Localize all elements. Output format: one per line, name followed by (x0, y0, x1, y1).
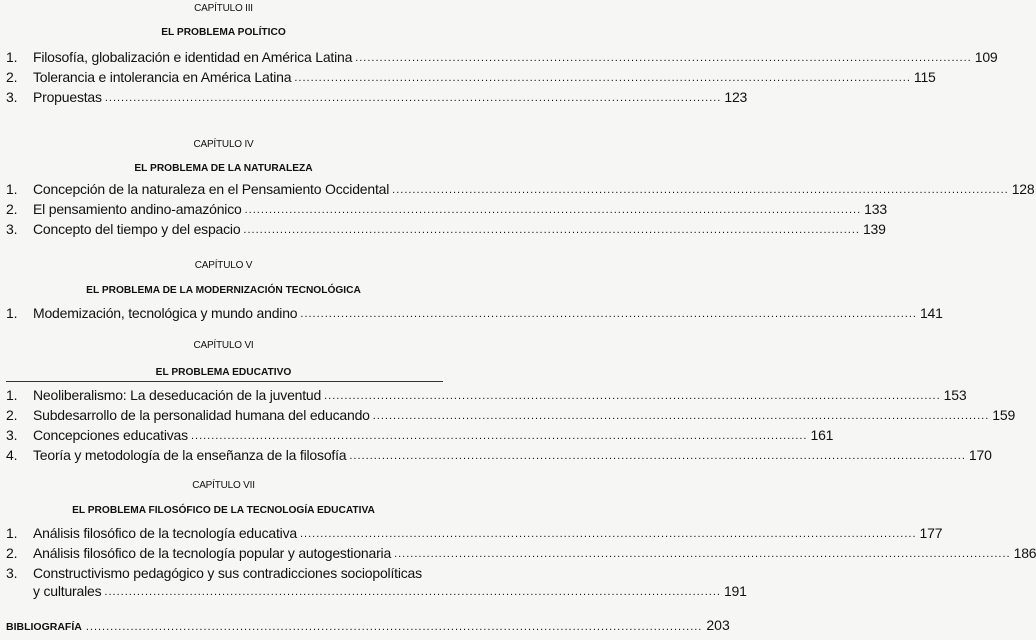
toc-entry: 2. Análisis filosófico de la tecnología popular y autogestionaria ........................................................................................................................................................ 186 (6, 545, 1036, 561)
toc-entry: 3. Concepciones educativas ........................................................................................................................................................ 161 (6, 427, 834, 443)
bibliography-entry: BIBLIOGRAFÍA ........................................................................................................................................................ 203 (6, 617, 730, 633)
chapter-title: CAPÍTULO VI (193, 340, 254, 351)
divider (6, 381, 443, 382)
bibliography-label: BIBLIOGRAFÍA (6, 621, 82, 633)
chapter-title: CAPÍTULO III (194, 3, 253, 14)
toc-entry-continuation: y culturales ........................................................................................................................................................ 191 (33, 583, 747, 599)
toc-entry: 2. El pensamiento andino-amazónico ........................................................................................................................................................ 133 (6, 201, 887, 217)
section-heading: EL PROBLEMA FILOSÓFICO DE LA TECNOLOGÍA EDUCATIVA (72, 505, 375, 516)
toc-entry: 1. Filosofía, globalización e identidad en América Latina ........................................................................................................................................................ 109 (6, 49, 998, 65)
section-heading: EL PROBLEMA DE LA MODERNIZACIÓN TECNOLÓGICA (86, 285, 361, 296)
section-heading: EL PROBLEMA POLÍTICO (161, 27, 286, 38)
chapter-title: CAPÍTULO VII (192, 480, 255, 491)
toc-entry: 2. Tolerancia e intolerancia en América Latina ........................................................................................................................................................ 115 (6, 69, 936, 85)
toc-entry: 4. Teoría y metodología de la enseñanza de la filosofía ........................................................................................................................................................ 170 (6, 447, 992, 463)
toc-entry: 1. Análisis filosófico de la tecnología educativa ........................................................................................................................................................ 177 (6, 525, 943, 541)
toc-entry: 1. Neoliberalismo: La deseducación de la juventud ........................................................................................................................................................ 153 (6, 387, 967, 403)
chapter-title: CAPÍTULO IV (193, 139, 254, 150)
toc-entry: 3. Propuestas ........................................................................................................................................................ 123 (6, 89, 748, 105)
toc-entry: 3. Concepto del tiempo y del espacio ........................................................................................................................................................ 139 (6, 221, 886, 237)
toc-entry: 2. Subdesarrollo de la personalidad humana del educando ........................................................................................................................................................ 159 (6, 407, 1016, 423)
toc-entry: 1. Concepción de la naturaleza en el Pensamiento Occidental ........................................................................................................................................................ 128 (6, 181, 1035, 197)
section-heading: EL PROBLEMA DE LA NATURALEZA (134, 163, 313, 174)
toc-entry: 3. Constructivismo pedagógico y sus contradicciones sociopolíticas (6, 565, 422, 581)
toc-entry: 1. Modemización, tecnológica y mundo andino ........................................................................................................................................................ 141 (6, 305, 943, 321)
bibliography-page: 203 (706, 617, 730, 633)
section-heading: EL PROBLEMA EDUCATIVO (155, 367, 292, 378)
chapter-title: CAPÍTULO V (194, 260, 253, 271)
